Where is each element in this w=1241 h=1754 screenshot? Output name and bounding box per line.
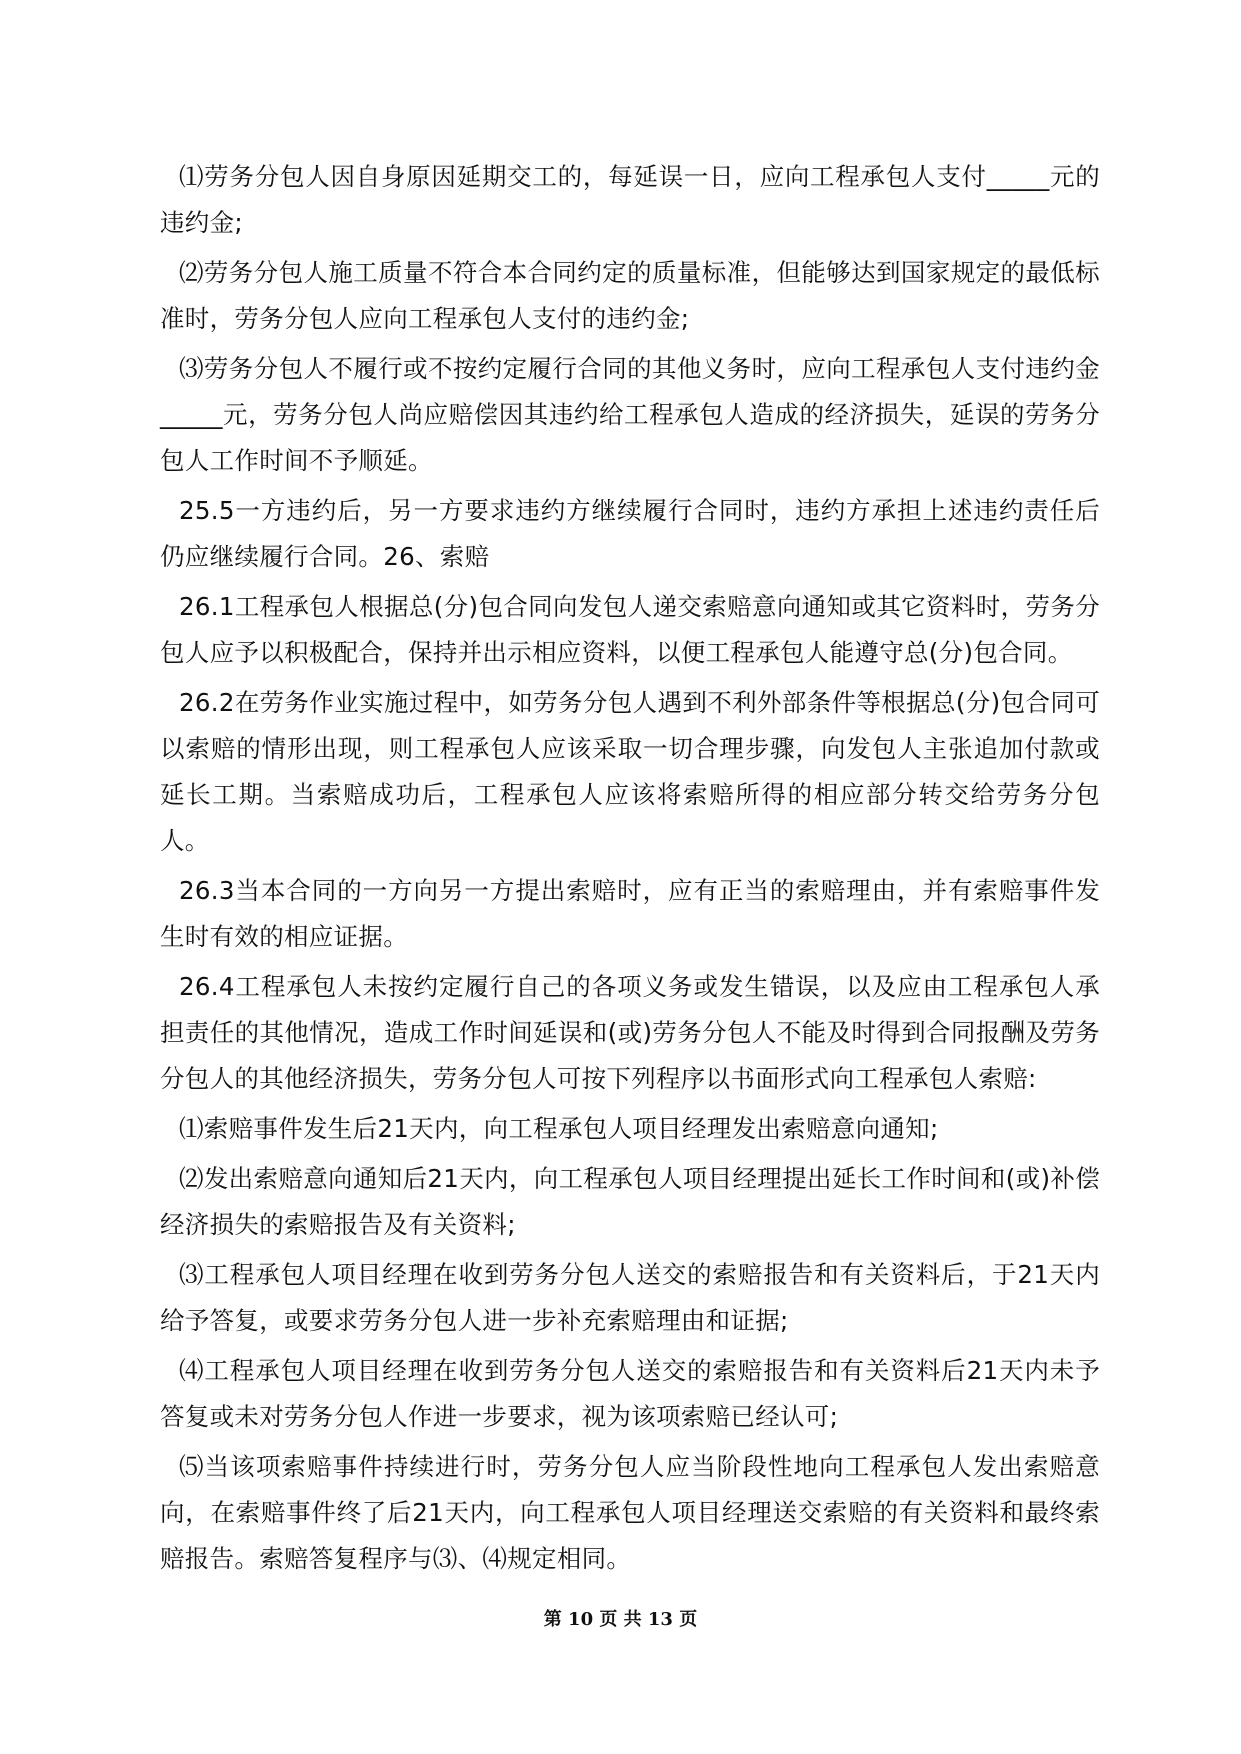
paragraph-7: 26.3当本合同的一方向另一方提出索赔时，应有正当的索赔理由，并有索赔事件发生时有效的相应证据。 xyxy=(160,876,1100,951)
paragraph-9: ⑴索赔事件发生后21天内，向工程承包人项目经理发出索赔意向通知; xyxy=(179,1114,939,1143)
paragraph-6: 26.2在劳务作业实施过程中，如劳务分包人遇到不利外部条件等根据总(分)包合同可以索赔的情形出现，则工程承包人应该采取一切合理步骤，向发包人主张追加付款或延长工期。当索赔成功后，工程承包人应该将索赔所得的相应部分转交给劳务分包人。 xyxy=(160,688,1100,855)
paragraph-2: ⑵劳务分包人施工质量不符合本合同约定的质量标准，但能够达到国家规定的最低标准时，劳务分包人应向工程承包人支付的违约金; xyxy=(160,258,1100,333)
paragraph-5: 26.1工程承包人根据总(分)包合同向发包人递交索赔意向通知或其它资料时，劳务分包人应予以积极配合，保持并出示相应资料，以便工程承包人能遵守总(分)包合同。 xyxy=(160,592,1100,667)
page-footer: 第 10 页 共 13 页 xyxy=(543,1609,698,1630)
paragraph-13: ⑸当该项索赔事件持续进行时，劳务分包人应当阶段性地向工程承包人发出索赔意向，在索赔事件终了后21天内，向工程承包人项目经理送交索赔的有关资料和最终索赔报告。索赔答复程序与⑶、⑷规定相同。 xyxy=(160,1452,1100,1573)
paragraph-12: ⑷工程承包人项目经理在收到劳务分包人送交的索赔报告和有关资料后21天内未予答复或未对劳务分包人作进一步要求，视为该项索赔已经认可; xyxy=(160,1356,1100,1431)
paragraph-11: ⑶工程承包人项目经理在收到劳务分包人送交的索赔报告和有关资料后，于21天内给予答复，或要求劳务分包人进一步补充索赔理由和证据; xyxy=(160,1260,1100,1335)
paragraph-1: ⑴劳务分包人因自身原因延期交工的，每延误一日，应向工程承包人支付_____元的违约金; xyxy=(160,162,1100,237)
paragraph-10: ⑵发出索赔意向通知后21天内，向工程承包人项目经理提出延长工作时间和(或)补偿经济损失的索赔报告及有关资料; xyxy=(160,1164,1100,1239)
paragraph-4: 25.5一方违约后，另一方要求违约方继续履行合同时，违约方承担上述违约责任后仍应继续履行合同。26、索赔 xyxy=(160,496,1100,571)
paragraph-3: ⑶劳务分包人不履行或不按约定履行合同的其他义务时，应向工程承包人支付违约金_____元，劳务分包人尚应赔偿因其违约给工程承包人造成的经济损失，延误的劳务分包人工作时间不予顺延。 xyxy=(160,354,1100,475)
paragraph-8: 26.4工程承包人未按约定履行自己的各项义务或发生错误，以及应由工程承包人承担责任的其他情况，造成工作时间延误和(或)劳务分包人不能及时得到合同报酬及劳务分包人的其他经济损失，劳务分包人可按下列程序以书面形式向工程承包人索赔: xyxy=(160,972,1100,1093)
document-body xyxy=(160,154,1100,1586)
